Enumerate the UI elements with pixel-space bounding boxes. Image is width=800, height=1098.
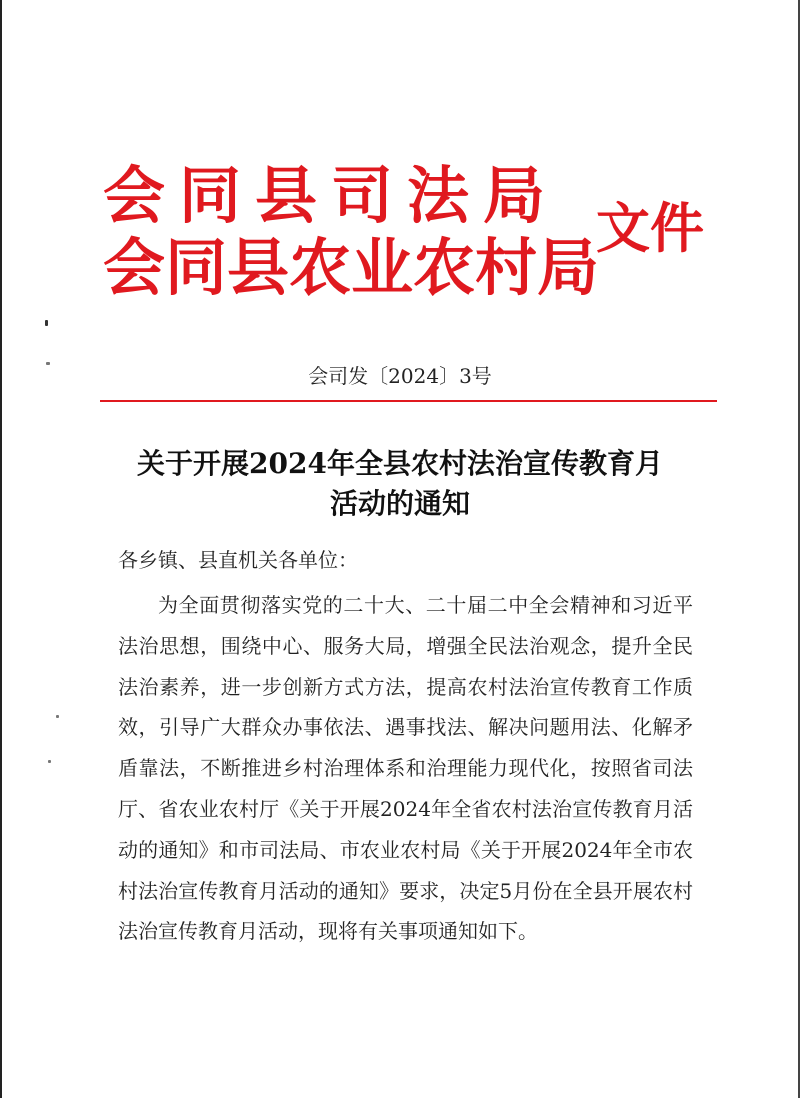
scan-mark xyxy=(45,320,48,326)
issuer-name-agriculture-bureau: 会同县农业农村局 xyxy=(103,231,600,304)
salutation: 各乡镇、县直机关各单位： xyxy=(118,548,358,572)
scan-mark xyxy=(48,760,51,763)
scan-mark xyxy=(56,715,59,718)
document-title-line-1: 关于开展2024年全县农村法治宣传教育月 xyxy=(137,447,663,480)
red-separator-line xyxy=(100,400,717,402)
body-paragraph: 为全面贯彻落实党的二十大、二十届二中全会精神和习近平法治思想，围绕中心、服务大局，增强全民法治观念，提升全民法治素养，进一步创新方式方法，提高农村法治宣传教育工作质效，引导广大群众办事依法、遇事找法、解决问题用法、化解矛盾靠法，不断推进乡村治理体系和治理能力现代化，按照省司法厅、省农业农村厅《关于开展2024年全省农村法治宣传教育月活动的通知》和市司法局、市农业农村局《关于开展2024年全市农村法治宣传教育月活动的通知》要求，决定5月份在全县开展农村法治宣传教育月活动，现将有关事项通知如下。 xyxy=(118,593,693,944)
issuer-name-justice-bureau: 会同县司法局 xyxy=(103,159,560,232)
document-label: 文件 xyxy=(596,196,704,260)
document-title-line-2: 活动的通知 xyxy=(329,487,470,520)
document-title xyxy=(80,444,720,524)
page-edge-left xyxy=(0,0,2,1098)
document-number: 会司发〔2024〕3号 xyxy=(308,364,492,388)
